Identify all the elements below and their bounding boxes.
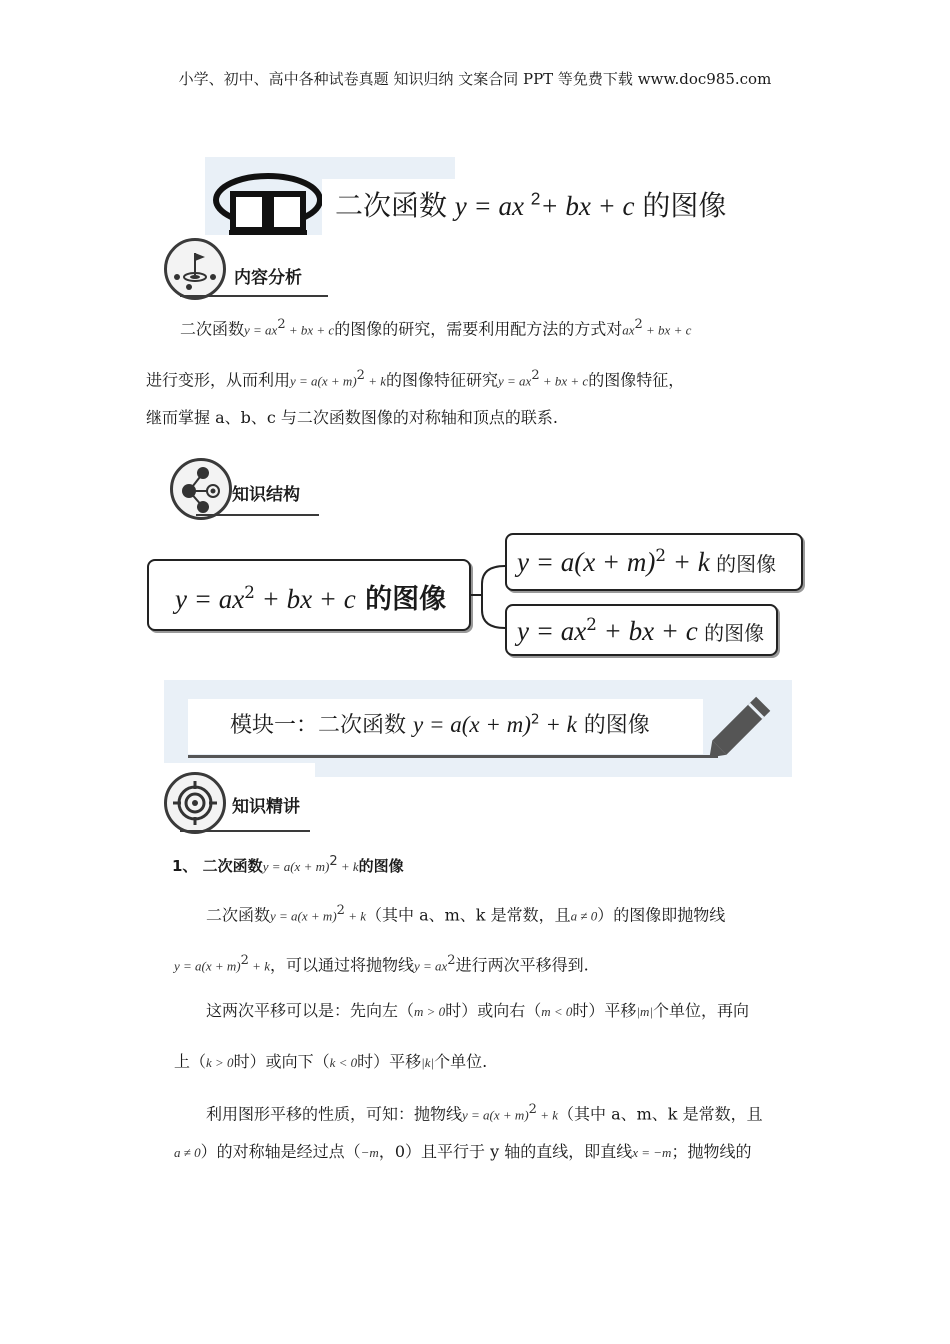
structure-main-box	[147, 559, 471, 631]
lecture-line-2: $y = a(x + m)^2 + k$，可以通过将抛物线$y = ax^2$进行两次平移得到.	[174, 953, 589, 975]
content-analysis-badge	[164, 238, 226, 300]
section-underline	[196, 514, 319, 516]
site-header: 小学、初中、高中各种试卷真题 知识归纳 文案合同 PPT 等免费下载 www.doc985.com	[178, 70, 772, 88]
target-flag-icon	[167, 241, 223, 297]
intro-line-3: 继而掌握 a、b、c 与二次函数图像的对称轴和顶点的联系.	[146, 408, 559, 427]
lecture-heading-1: 1、 二次函数y = a(x + m)2 + k的图像	[172, 854, 404, 875]
section-underline	[180, 295, 328, 297]
page-title: 二次函数 y = ax $^2$+ bx + c 的图像	[335, 188, 727, 221]
section-title-content-analysis: 内容分析	[234, 268, 302, 288]
structure-connector	[470, 560, 510, 634]
knowledge-structure-badge	[170, 458, 232, 520]
module-title: 模块一：二次函数 $y = a(x + m)^2 + k$ 的图像	[230, 711, 650, 738]
lecture-line-5: 利用图形平移的性质，可知：抛物线$y = a(x + m)^2 + k$（其中 a、m、k 是常数，且	[206, 1102, 763, 1124]
structure-top-text: $y = a(x + m)^2 + k$ 的图像	[517, 545, 777, 577]
book-icon	[213, 172, 323, 241]
lecture-line-4: 上（k > 0时）或向下（k < 0时）平移|k|个单位.	[174, 1052, 488, 1071]
lecture-line-1: 二次函数$y = a(x + m)^2 + k$（其中 a、m、k 是常数，且a ≠ 0）的图像即抛物线	[206, 903, 726, 925]
structure-main-text: $y = ax^2$ + bx + c 的图像	[175, 582, 447, 615]
module-underline	[188, 755, 718, 758]
lecture-line-3: 这两次平移可以是：先向左（m > 0时）或向右（m < 0时）平移|m|个单位，再向	[206, 1001, 749, 1020]
structure-bottom-text: $y = ax^2$ + bx + c 的图像	[517, 614, 765, 646]
intro-line-1: 二次函数$y = ax^2$ + bx + c的图像的研究，需要利用配方法的方式对$ax^2$ + bx + c	[180, 317, 692, 339]
intro-line-2: 进行变形，从而利用$y = a(x + m)^2 + k$的图像特征研究$y = ax^2$ + bx + c的图像特征，	[146, 368, 685, 390]
knowledge-lecture-badge	[164, 772, 226, 834]
network-icon	[173, 461, 229, 517]
section-title-knowledge-structure: 知识结构	[232, 485, 300, 505]
section-title-knowledge-lecture: 知识精讲	[232, 797, 300, 817]
target-icon	[167, 775, 223, 831]
lecture-line-6: a ≠ 0）的对称轴是经过点（−m，0）且平行于 y 轴的直线，即直线x = −m；抛物线的	[174, 1142, 752, 1161]
section-underline	[180, 830, 310, 832]
structure-bottom-box	[505, 604, 778, 656]
pencil-icon	[704, 688, 780, 762]
structure-top-box	[505, 533, 803, 591]
